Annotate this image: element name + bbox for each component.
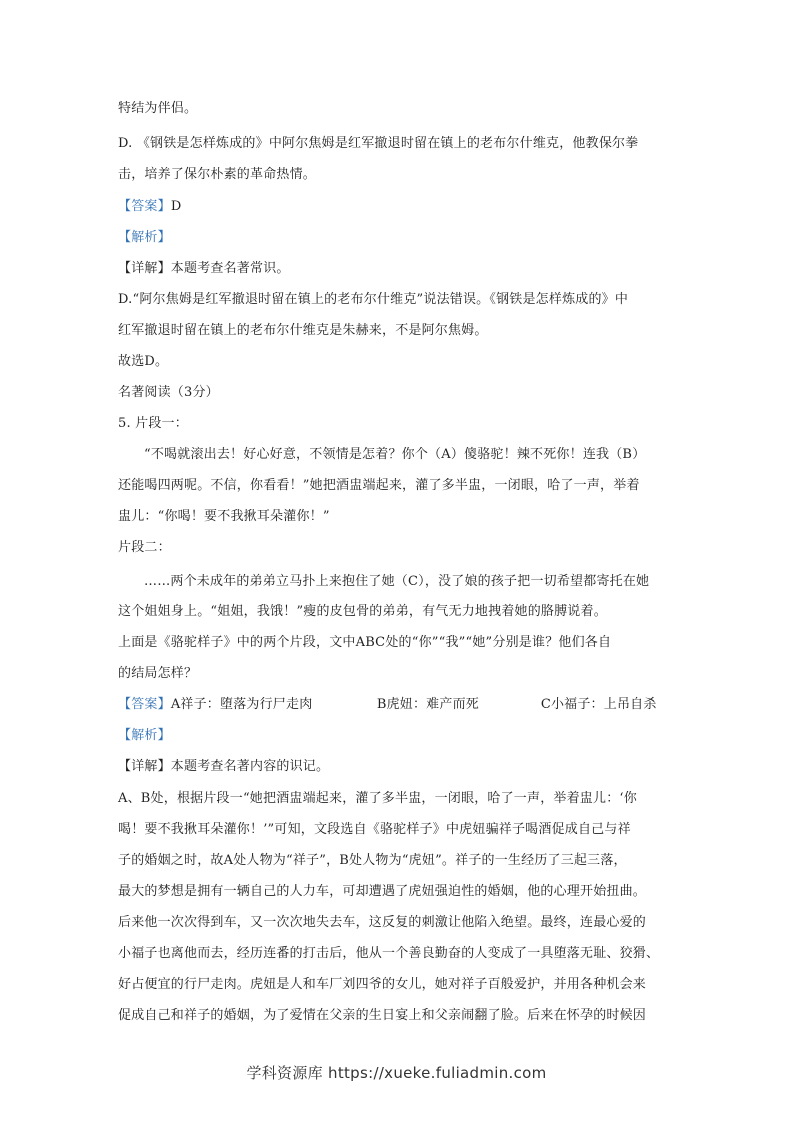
- section-title: 名著阅读（3分）: [118, 385, 219, 400]
- explanation-line: 后来他一次次得到车，又一次次地失去车，这反复的刺激让他陷入绝望。最终，连最心爱的: [118, 915, 647, 930]
- answer-value: D: [170, 199, 182, 214]
- answer-line-1: [118, 198, 181, 216]
- answer-line-2: [118, 696, 657, 714]
- detail-line: 【详解】本题考查名著内容的识记。: [118, 759, 330, 774]
- answer-tag: 【答案】: [118, 697, 171, 712]
- explanation-line: 促成自己和祥子的婚姻，为了爱情在父亲的生日宴上和父亲闹翻了脸。后来在怀孕的时候因: [118, 1008, 647, 1023]
- question-line: 上面是《骆驼样子》中的两个片段，文中ABC处的“你”“我”“她”分别是谁？他们各自: [118, 635, 612, 650]
- explanation-line: A、B处，根据片段一“她把酒盅端起来，灌了多半盅，一闭眼，哈了一声，举着盅儿：‘你: [118, 791, 637, 806]
- text-line: 故选D。: [118, 354, 169, 369]
- question-line: 的结局怎样？: [118, 666, 198, 681]
- passage-line: 盅儿：“你喝！要不我揪耳朵灌你！”: [118, 509, 330, 524]
- explanation-line: 喝！要不我揪耳朵灌你！’”可知，文段选自《骆驼样子》中虎妞骗祥子喝酒促成自己与祥: [118, 822, 631, 837]
- answer-c: C小福子：上吊自杀: [540, 697, 657, 712]
- explanation-line: 好占便宜的行尸走肉。虎妞是人和车厂刘四爷的女儿，她对祥子百般爱护，并用各种机会来: [118, 977, 647, 992]
- explanation-line: 最大的梦想是拥有一辆自己的人力车，可却遭遇了虎妞强迫性的婚姻，他的心理开始扭曲。: [118, 884, 647, 899]
- passage-line: “不喝就滚出去！好心好意，不领情是怎着？你个（A）傻骆驼！辣不死你！连我（B）: [144, 447, 646, 462]
- question-number: 5. 片段一：: [118, 416, 188, 431]
- option-d: D. 《钢铁是怎样炼成的》中阿尔焦姆是红军撤退时留在镇上的老布尔什维克，他教保尔拳: [118, 136, 639, 151]
- analysis-tag: 【解析】: [118, 728, 171, 743]
- passage-line: ……两个未成年的弟弟立马扑上来抱住了她（C），没了娘的孩子把一切希望都寄托在她: [144, 574, 650, 589]
- explanation-line: 子的婚姻之时，故A处人物为“祥子”，B处人物为“虎妞”。祥子的一生经历了三起三落，: [118, 853, 627, 868]
- analysis-tag: 【解析】: [118, 230, 171, 245]
- text-line: 红军撤退时留在镇上的老布尔什维克是朱赫来，不是阿尔焦姆。: [118, 323, 488, 338]
- footer-watermark: 学科资源库 https://xueke.fuliadmin.com: [246, 1064, 547, 1082]
- detail-line: 【详解】本题考查名著常识。: [118, 261, 290, 276]
- answer-b: B虎妞：难产而死: [376, 697, 479, 712]
- answer-tag: 【答案】: [118, 199, 171, 214]
- text-line: D.“阿尔焦姆是红军撤退时留在镇上的老布尔什维克”说法错误。《钢铁是怎样炼成的》中: [118, 292, 629, 307]
- text-line: 特结为伴侣。: [118, 101, 198, 116]
- text-line: 击，培养了保尔朴素的革命热情。: [118, 167, 317, 182]
- answer-a: A祥子：堕落为行尸走肉: [170, 697, 313, 712]
- passage-line: 这个姐姐身上。“姐姐，我饿！”瘦的皮包骨的弟弟，有气无力地拽着她的胳膊说着。: [118, 604, 607, 619]
- passage-line: 还能喝四两呢。不信，你看看！”她把酒盅端起来，灌了多半盅，一闭眼，哈了一声，举着: [118, 478, 640, 493]
- passage-heading: 片段二：: [118, 540, 171, 555]
- explanation-line: 小福子也离他而去，经历连番的打击后，他从一个善良勤奋的人变成了一具堕落无耻、狡猾、: [118, 946, 660, 961]
